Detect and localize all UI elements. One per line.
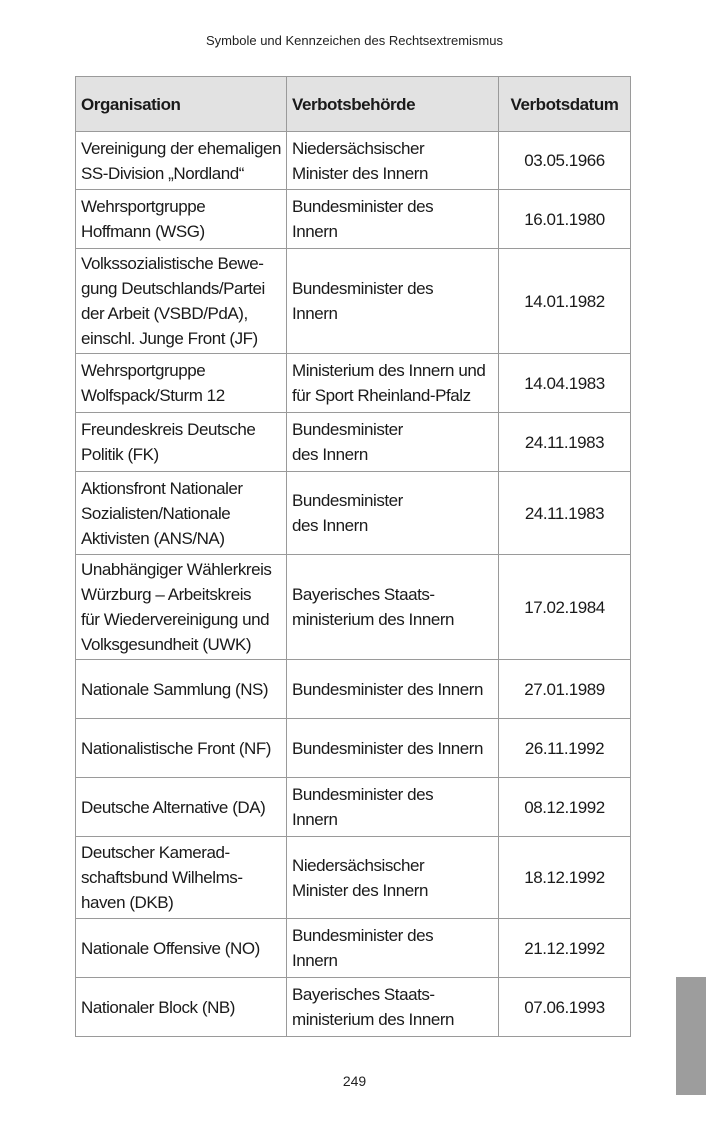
cell-organisation-text: Nationale Sammlung (NS) (81, 679, 269, 699)
cell-datum (499, 778, 631, 837)
cell-organisation-text: Unabhängiger Wählerkreis Würzburg – Arbeitskreis für Wiedervereinigung und Volksgesundheit (UWK) (81, 560, 272, 654)
cell-organisation-text: Wehrsportgruppe Hoffmann (WSG) (81, 197, 206, 241)
cell-organisation (76, 555, 287, 660)
table-row (76, 555, 631, 660)
table-row (76, 719, 631, 778)
cell-datum (499, 719, 631, 778)
cell-behoerde (287, 919, 499, 978)
cell-organisation-text: Aktionsfront Nationaler Sozialisten/Nationale Aktivisten (ANS/NA) (81, 478, 243, 548)
cell-organisation-text: Freundeskreis Deutsche Politik (FK) (81, 420, 256, 464)
cell-datum-text: 27.01.1989 (524, 679, 605, 699)
cell-organisation-text: Nationale Offensive (NO) (81, 938, 260, 958)
cell-organisation (76, 190, 287, 249)
cell-datum-text: 08.12.1992 (524, 797, 605, 817)
cell-behoerde-text: Bundesminister des Innern (292, 926, 434, 970)
cell-organisation-text: Deutsche Alternative (DA) (81, 797, 266, 817)
cell-datum (499, 837, 631, 919)
cell-organisation-text: Deutscher Kamerad- schaftsbund Wilhelms- haven (DKB) (81, 843, 243, 912)
cell-datum (499, 472, 631, 555)
cell-datum-text: 14.04.1983 (524, 373, 605, 393)
table-row (76, 354, 631, 413)
cell-behoerde (287, 354, 499, 413)
cell-datum-text: 16.01.1980 (524, 209, 605, 229)
cell-behoerde (287, 555, 499, 660)
cell-datum (499, 132, 631, 190)
cell-datum (499, 555, 631, 660)
cell-datum-text: 18.12.1992 (524, 868, 605, 887)
cell-behoerde (287, 249, 499, 354)
cell-datum (499, 919, 631, 978)
cell-organisation (76, 354, 287, 413)
cell-datum-text: 24.11.1983 (524, 432, 605, 452)
cell-behoerde-text: Bundesminister des Innern (292, 491, 403, 535)
cell-behoerde-text: Bundesminister des Innern (292, 197, 434, 241)
table-row (76, 472, 631, 555)
cell-datum-text: 03.05.1966 (524, 151, 605, 170)
cell-organisation (76, 778, 287, 837)
table-row (76, 660, 631, 719)
cell-organisation (76, 719, 287, 778)
cell-behoerde (287, 190, 499, 249)
cell-organisation (76, 413, 287, 472)
cell-datum-text: 21.12.1992 (524, 938, 605, 958)
cell-behoerde (287, 472, 499, 555)
cell-datum-text: 07.06.1993 (524, 997, 605, 1017)
cell-behoerde (287, 132, 499, 190)
cell-behoerde (287, 978, 499, 1037)
column-header-datum: Verbotsdatum (499, 77, 631, 132)
cell-behoerde (287, 719, 499, 778)
cell-organisation (76, 837, 287, 919)
table-row (76, 778, 631, 837)
cell-datum (499, 660, 631, 719)
table-row (76, 190, 631, 249)
cell-datum (499, 190, 631, 249)
column-header-organisation: Organisation (76, 77, 287, 132)
ban-table (75, 76, 631, 1037)
cell-behoerde-text: Bundesminister des Innern (292, 738, 483, 758)
cell-behoerde-text: Bundesminister des Innern (292, 785, 434, 829)
table-row (76, 132, 631, 190)
cell-behoerde (287, 413, 499, 472)
cell-behoerde-text: Niedersächsischer Minister des Innern (292, 138, 429, 183)
cell-datum (499, 978, 631, 1037)
cell-behoerde-text: Bundesminister des Innern (292, 420, 403, 464)
cell-behoerde-text: Bundesminister des Innern (292, 279, 434, 323)
cell-organisation (76, 919, 287, 978)
cell-behoerde-text: Ministerium des Innern und für Sport Rheinland-Pfalz (292, 361, 486, 405)
cell-organisation (76, 132, 287, 190)
thumb-index-tab (676, 977, 706, 1095)
table-header-row (76, 77, 631, 132)
cell-datum-text: 17.02.1984 (524, 597, 605, 617)
table-row (76, 413, 631, 472)
cell-behoerde (287, 778, 499, 837)
cell-organisation (76, 660, 287, 719)
table-row (76, 978, 631, 1037)
cell-organisation-text: Vereinigung der ehemaligen SS-Division „Nordland“ (81, 138, 282, 183)
cell-datum (499, 354, 631, 413)
cell-datum-text: 24.11.1983 (524, 503, 605, 523)
column-header-behoerde: Verbotsbehörde (287, 77, 499, 132)
table-row (76, 837, 631, 919)
cell-behoerde-text: Bayerisches Staats- ministerium des Innern (292, 985, 455, 1029)
cell-behoerde (287, 660, 499, 719)
cell-datum (499, 413, 631, 472)
cell-behoerde (287, 837, 499, 919)
page-number: 249 (342, 1073, 367, 1089)
cell-datum-text: 14.01.1982 (524, 291, 605, 311)
cell-organisation-text: Volkssozialistische Bewe- gung Deutschlands/Partei der Arbeit (VSBD/PdA), einschl. Junge Front (JF) (81, 254, 265, 348)
cell-behoerde-text: Bayerisches Staats- ministerium des Innern (292, 585, 455, 629)
cell-behoerde-text: Bundesminister des Innern (292, 679, 483, 699)
cell-organisation (76, 978, 287, 1037)
table-row (76, 919, 631, 978)
cell-organisation-text: Wehrsportgruppe Wolfspack/Sturm 12 (81, 361, 225, 405)
table-row (76, 249, 631, 354)
cell-behoerde-text: Niedersächsischer Minister des Innern (292, 855, 429, 900)
running-header: Symbole und Kennzeichen des Rechtsextremismus (206, 33, 503, 48)
cell-datum (499, 249, 631, 354)
cell-organisation (76, 472, 287, 555)
cell-datum-text: 26.11.1992 (524, 738, 605, 758)
cell-organisation-text: Nationaler Block (NB) (81, 997, 235, 1017)
cell-organisation (76, 249, 287, 354)
cell-organisation-text: Nationalistische Front (NF) (81, 738, 272, 758)
